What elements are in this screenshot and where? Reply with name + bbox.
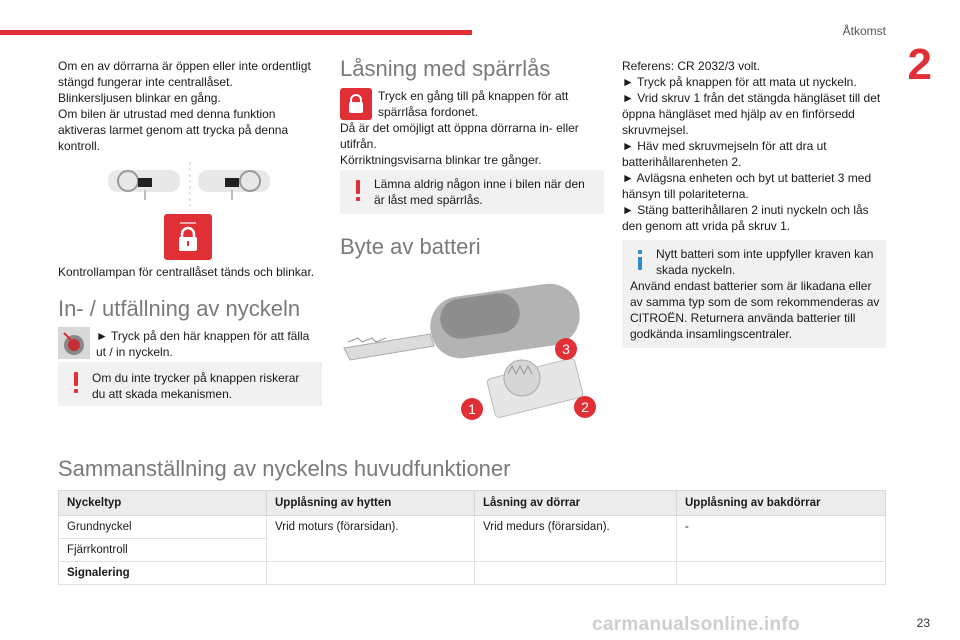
table-cell: Grundnyckel	[59, 516, 267, 539]
deadlock-line: Då är det omöjligt att öppna dörrarna in- eller utifrån.	[340, 121, 579, 151]
intro-line: Om bilen är utrustad med denna funktion aktiveras larmet genom att trycka på denna kontroll.	[58, 107, 289, 153]
table-cell	[475, 562, 677, 585]
key-fold-button-icon	[58, 327, 90, 359]
deadlock-line: Körriktningsvisarna blinkar tre gånger.	[340, 153, 542, 167]
info-text-2: Använd endast batterier som är likadana eller av samma typ som de som rekommenderas av CITROËN. Returnera använda batterier till godkända insamlingscentraler.	[630, 279, 880, 341]
table-cell	[267, 562, 475, 585]
page-number: 23	[916, 616, 930, 630]
dashboard-illustration	[108, 160, 280, 208]
callout-screw: 1	[461, 398, 483, 420]
key-fold-instruction: ► Tryck på den här knappen för att fälla ut / in nyckeln.	[96, 329, 310, 359]
battery-step: ► Häv med skruvmejseln för att dra ut batterihållarenheten 2.	[622, 139, 827, 169]
warning-box-deadlock	[340, 170, 604, 214]
heading-key-fold: In- / utfällning av nyckeln	[58, 296, 301, 321]
column-header: Upplåsning av bakdörrar	[677, 491, 886, 516]
heading-summary: Sammanställning av nyckelns huvudfunktioner	[58, 456, 511, 481]
intro-line: Om en av dörrarna är öppen eller inte ordentligt stängd fungerar inte centrallåset.	[58, 59, 311, 89]
warning-box-fold	[58, 362, 322, 406]
padlock-icon	[164, 214, 212, 260]
info-text: Nytt batteri som inte uppfyller kraven kan skada nyckeln.	[656, 247, 874, 277]
deadlock-text	[340, 120, 604, 168]
heading-battery: Byte av batteri	[340, 234, 481, 259]
intro-line: Blinkersljusen blinkar en gång.	[58, 91, 221, 105]
table-header-row	[59, 491, 886, 516]
heading-deadlock: Låsning med spärrlås	[340, 56, 551, 81]
deadlock-icon	[340, 88, 372, 120]
column-header: Låsning av dörrar	[475, 491, 677, 516]
central-lock-warning-lamp	[164, 214, 212, 260]
table-row	[59, 562, 886, 585]
callout-battery: 3	[555, 338, 577, 360]
table-cell: Fjärrkontroll	[59, 539, 267, 562]
table-cell: Signalering	[59, 562, 267, 585]
warning-text: Lämna aldrig någon inne i bilen när den är låst med spärrlås.	[374, 177, 585, 207]
header-accent-bar	[0, 30, 472, 35]
col1-intro	[58, 58, 320, 154]
warning-text: Om du inte trycker på knappen riskerar du att skada mekanismen.	[92, 371, 300, 401]
warning-icon	[356, 180, 360, 201]
battery-step: ► Avlägsna enheten och byt ut batteriet 3 med hänsyn till polariteterna.	[622, 171, 872, 201]
battery-step: ► Vrid skruv 1 från det stängda hängläset till det öppna hängläset med hjälp av en finförsedd skruvmejsel.	[622, 91, 881, 137]
battery-reference: Referens: CR 2032/3 volt.	[622, 59, 761, 73]
column-header: Nyckeltyp	[59, 491, 267, 516]
info-box-battery	[622, 240, 886, 348]
table-cell: -	[677, 516, 886, 562]
battery-step: ► Stäng batterihållaren 2 inuti nyckeln och lås den genom att vrida på skruv 1.	[622, 203, 869, 233]
lamp-caption: Kontrollampan för centrallåset tänds och blinkar.	[58, 265, 315, 279]
key-functions-table	[58, 490, 886, 585]
padlock-icon	[340, 88, 372, 120]
column-header: Upplåsning av hytten	[267, 491, 475, 516]
section-title: Åtkomst	[842, 24, 886, 38]
watermark: carmanualsonline.info	[592, 614, 800, 635]
battery-steps	[622, 58, 886, 234]
table-cell: Vrid medurs (förarsidan).	[475, 516, 677, 562]
deadlock-instruction: Tryck en gång till på knappen för att spärrlåsa fordonet.	[378, 89, 569, 119]
battery-step: ► Tryck på knappen för att mata ut nyckeln.	[622, 75, 857, 89]
chapter-number: 2	[907, 40, 932, 89]
callout-battery-holder: 2	[574, 396, 596, 418]
info-icon	[638, 250, 642, 270]
table-row	[59, 516, 886, 539]
table-cell: Vrid moturs (förarsidan).	[267, 516, 475, 562]
table-cell	[677, 562, 886, 585]
warning-icon	[74, 372, 78, 393]
